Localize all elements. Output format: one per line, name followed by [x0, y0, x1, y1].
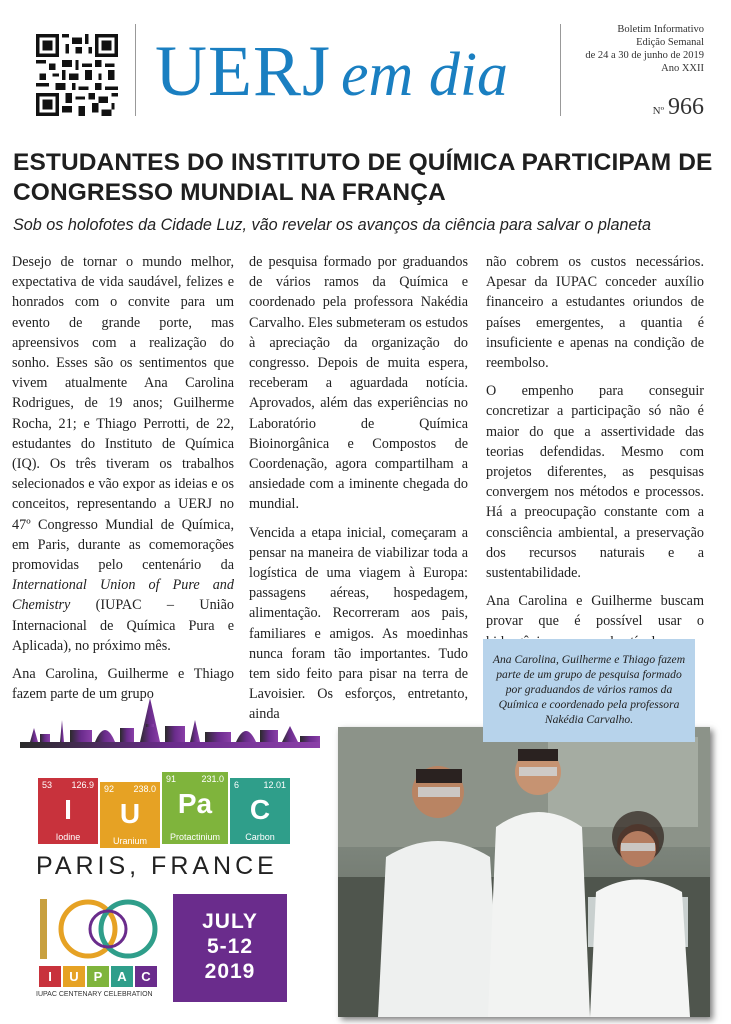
iupac-letter: U: [63, 966, 85, 987]
masthead-uerj: UERJ: [155, 31, 332, 111]
iupac-letter: C: [135, 966, 157, 987]
iupac-wordmark: [39, 966, 157, 987]
masthead-title: [155, 30, 508, 113]
article-column-1: [12, 252, 234, 712]
date-days: 5-12: [206, 935, 254, 958]
iupac-letter: A: [111, 966, 133, 987]
masthead-em-dia: em dia: [341, 41, 509, 109]
element-tile-uranium: 92 238.0 U Uranium: [100, 782, 160, 848]
article-column-3: [486, 252, 704, 630]
article-headline: ESTUDANTES DO INSTITUTO DE QUÍMICA PARTICIPAM DE CONGRESSO MUNDIAL NA FRANÇA: [13, 149, 713, 206]
paragraph: O empenho para conseguir concretizar a participação só não é maior do que a assertividade das teorias defendidas. Mesmo com projetos diferentes, as pesquisas convergem nos métodos e processos. Há a preocupação constante com a consciência ambiental, a preservação dos recursos naturais e a sustentabilidade.: [486, 383, 704, 582]
iupac-letter: I: [39, 966, 61, 987]
bulletin-type: Boletim Informativo: [617, 24, 704, 35]
masthead-divider-right: [560, 24, 561, 116]
article-subhead: Sob os holofotes da Cidade Luz, vão revelar os avanços da ciência para salvar o planeta: [13, 216, 652, 234]
paragraph: não cobrem os custos necessários. Apesar da IUPAC conceder auxílio financeiro a estudantes oriundos de países emergentes, a quantia é insuficiente e apenas na condição de reembolso.: [486, 254, 704, 372]
city-label: PARIS, FRANCE: [36, 852, 278, 880]
masthead-divider-left: [135, 24, 136, 116]
organization-name: International Union of Pure and Chemistry: [12, 577, 234, 614]
photo-caption: Ana Carolina, Guilherme e Thiago fazem parte de um grupo de pesquisa formado por graduandos de vários ramos da Química e coordenado pela professora Nakédia Carvalho.: [483, 639, 695, 742]
centenary-100-graphic: [36, 893, 166, 965]
congress-date-box: [173, 894, 287, 1002]
qr-code-image: [36, 34, 118, 116]
paragraph: Desejo de tornar o mundo melhor, expectativa de vida saudável, felizes e honrados com o convite para um evento de grande porte, mas apreensivos com a realização do sonho. Esses são os sentimentos que vivem atualmente Ana Carolina Rodrigues, de 19 anos; Guilherme Rocha, 21; e Thiago Perrotti, de 22, estudantes do Instituto de Química (IQ). Os três tiveram os trabalhos selecionados e vão expor as ideias e os conceitos, representando a UERJ no 47º Congresso Mundial de Química, em Paris, durante as comemorações promovidas pelo centenário da International Union of Pure and Chemistry (IUPAC – União Internacional de Química Pura e Aplicada), no próximo mês.: [12, 254, 234, 654]
element-tile-iodine: 53 126.9 I Iodine: [38, 778, 98, 844]
students-lab-photo: [338, 727, 710, 1017]
edition-value: 966: [668, 94, 704, 120]
edition-prefix: Nº: [652, 105, 664, 117]
students-illustration: [338, 727, 710, 1017]
element-tile-carbon: 6 12.01 C Carbon: [230, 778, 290, 844]
paragraph: Vencida a etapa inicial, começaram a pensar na maneira de viabilizar toda a logística de uma viagem à Europa: passagens aéreas, hospedagem, alimentação. Recorreram aos pais, familiares e amigos. As moedinhas nunca foram tão importantes. Tudo tem sido feito para pisar na terra de Lavoisier. Os esforços, entretanto, ainda: [249, 524, 468, 723]
bulletin-info: [585, 23, 704, 75]
edition-number: [653, 94, 704, 121]
element-tile-protactinium: 91 231.0 Pa Protactinium: [162, 772, 228, 844]
centenary-label: IUPAC CENTENARY CELEBRATION: [36, 991, 153, 998]
article-column-2: [249, 252, 468, 733]
iupac-letter: P: [87, 966, 109, 987]
paragraph: Ana Carolina, Guilherme e Thiago fazem parte de um grupo: [12, 666, 234, 703]
bulletin-frequency: Edição Semanal: [636, 37, 704, 48]
paragraph: de pesquisa formado por graduandos de vários ramos da Química e coordenado pela professora Nakédia Carvalho. Eles submeteram os estudos à apreciação da organização do congresso. Depois de muita espera, receberam a aguardada notícia. Aprovados, além das experiências no Laboratório de Química Bioinorgânica e Compostos de Coordenação, agora compartilham a ansiedade com a iminente chegada do mundial.: [249, 254, 468, 513]
bulletin-dates: de 24 a 30 de junho de 2019: [585, 50, 704, 61]
date-year: 2019: [204, 960, 256, 983]
paris-skyline-graphic: [0, 690, 335, 770]
date-month: JULY: [202, 910, 258, 933]
paragraph: Ana Carolina e Guilherme buscam provar que é possível usar o: [486, 593, 704, 630]
bulletin-year: Ano XXII: [661, 63, 704, 74]
